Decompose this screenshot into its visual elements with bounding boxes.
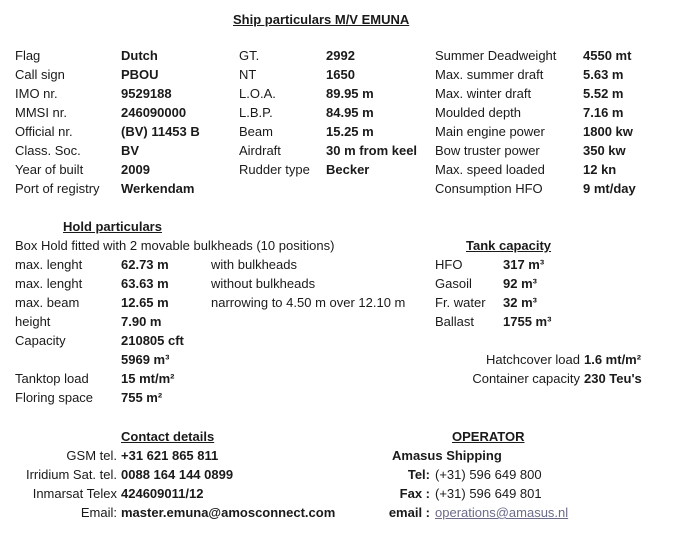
particular-value: Becker: [326, 162, 370, 177]
particular-value: (BV) 11453 B: [121, 124, 200, 139]
tank-value: 317 m³: [503, 257, 545, 272]
hatchcover-label: Hatchcover load: [486, 352, 580, 367]
operator-label: email :: [388, 505, 430, 520]
tank-label: Ballast: [435, 314, 475, 329]
particular-label: Year of built: [15, 162, 84, 177]
particular-label: Rudder type: [239, 162, 310, 177]
particular-value: 2992: [326, 48, 355, 63]
particular-value: 2009: [121, 162, 150, 177]
container-label: Container capacity: [472, 371, 580, 386]
particular-label: L.O.A.: [239, 86, 276, 101]
operator-email-link[interactable]: operations@amasus.nl: [435, 505, 569, 520]
particular-label: Flag: [15, 48, 41, 63]
page-title: Ship particulars M/V EMUNA: [233, 12, 410, 27]
hold-label: Floring space: [15, 390, 94, 405]
particular-label: Port of registry: [15, 181, 100, 196]
tank-label: Gasoil: [435, 276, 472, 291]
particular-value: 1800 kw: [583, 124, 633, 139]
tank-heading: Tank capacity: [466, 238, 552, 253]
hold-value: 5969 m³: [121, 352, 170, 367]
particular-label: Max. speed loaded: [435, 162, 545, 177]
particular-label: Airdraft: [239, 143, 281, 158]
hatchcover-value: 1.6 mt/m²: [584, 352, 642, 367]
hold-value: 7.90 m: [121, 314, 162, 329]
contact-heading: Contact details: [121, 429, 215, 444]
particular-value: 9 mt/day: [583, 181, 636, 196]
hold-note: without bulkheads: [211, 276, 316, 291]
operator-label: Tel:: [407, 467, 430, 482]
particular-label: Moulded depth: [435, 105, 522, 120]
hold-value: 15 mt/m²: [121, 371, 175, 386]
tank-value: 32 m³: [503, 295, 537, 310]
particular-label: Max. summer draft: [435, 67, 544, 82]
contact-value: 0088 164 144 0899: [121, 467, 234, 482]
particular-value: Dutch: [121, 48, 158, 63]
particular-label: MMSI nr.: [15, 105, 68, 120]
particular-value: 9529188: [121, 86, 172, 101]
particular-value: 1650: [326, 67, 355, 82]
tank-label: HFO: [435, 257, 463, 272]
contact-label: Email:: [80, 505, 117, 520]
contact-label: Inmarsat Telex: [32, 486, 117, 501]
hold-label: Tanktop load: [15, 371, 89, 386]
particular-label: IMO nr.: [15, 86, 58, 101]
hold-value: 210805 cft: [121, 333, 184, 348]
operator-name: Amasus Shipping: [392, 448, 502, 463]
particular-label: Beam: [239, 124, 273, 139]
contact-email[interactable]: master.emuna@amosconnect.com: [121, 505, 336, 520]
particular-label: Official nr.: [15, 124, 73, 139]
particular-label: NT: [239, 67, 257, 82]
particular-value: 7.16 m: [583, 105, 624, 120]
hold-note: narrowing to 4.50 m over 12.10 m: [211, 295, 406, 310]
particular-label: Max. winter draft: [435, 86, 532, 101]
particular-value: 84.95 m: [326, 105, 374, 120]
particular-value: Werkendam: [121, 181, 195, 196]
particular-value: 246090000: [121, 105, 187, 120]
hold-value: 63.63 m: [121, 276, 169, 291]
hold-value: 755 m²: [121, 390, 163, 405]
hold-intro: Box Hold fitted with 2 movable bulkheads (10 positions): [15, 238, 335, 253]
hold-value: 62.73 m: [121, 257, 169, 272]
hold-label: Capacity: [15, 333, 66, 348]
hold-value: 12.65 m: [121, 295, 169, 310]
particular-value: 12 kn: [583, 162, 617, 177]
contact-value: 424609011/12: [121, 486, 204, 501]
hold-label: max. beam: [15, 295, 80, 310]
particular-value: 89.95 m: [326, 86, 374, 101]
particular-label: Consumption HFO: [435, 181, 543, 196]
particular-value: 350 kw: [583, 143, 626, 158]
particular-value: 30 m from keel: [326, 143, 418, 158]
particular-value: 5.52 m: [583, 86, 624, 101]
particular-value: 15.25 m: [326, 124, 374, 139]
contact-label: GSM tel.: [66, 448, 117, 463]
particular-value: 5.63 m: [583, 67, 624, 82]
tank-value: 92 m³: [503, 276, 537, 291]
operator-label: Fax :: [399, 486, 430, 501]
tank-value: 1755 m³: [503, 314, 552, 329]
operator-fax: (+31) 596 649 801: [435, 486, 542, 501]
particular-value: 4550 mt: [583, 48, 632, 63]
contact-value: +31 621 865 811: [121, 448, 219, 463]
hold-heading: Hold particulars: [63, 219, 162, 234]
operator-tel: (+31) 596 649 800: [435, 467, 542, 482]
particular-label: Main engine power: [435, 124, 545, 139]
container-value: 230 Teu's: [584, 371, 642, 386]
particular-label: Summer Deadweight: [435, 48, 557, 63]
hold-note: with bulkheads: [211, 257, 297, 272]
particular-label: Class. Soc.: [15, 143, 81, 158]
hold-label: max. lenght: [15, 257, 83, 272]
operator-heading: OPERATOR: [452, 429, 525, 444]
particular-label: Call sign: [15, 67, 65, 82]
particular-value: PBOU: [121, 67, 159, 82]
hold-label: height: [15, 314, 51, 329]
particular-label: L.B.P.: [239, 105, 273, 120]
particular-label: Bow truster power: [435, 143, 540, 158]
hold-label: max. lenght: [15, 276, 83, 291]
particular-value: BV: [121, 143, 140, 158]
tank-label: Fr. water: [435, 295, 486, 310]
particular-label: GT.: [239, 48, 260, 63]
contact-label: Irridium Sat. tel.: [25, 467, 117, 482]
